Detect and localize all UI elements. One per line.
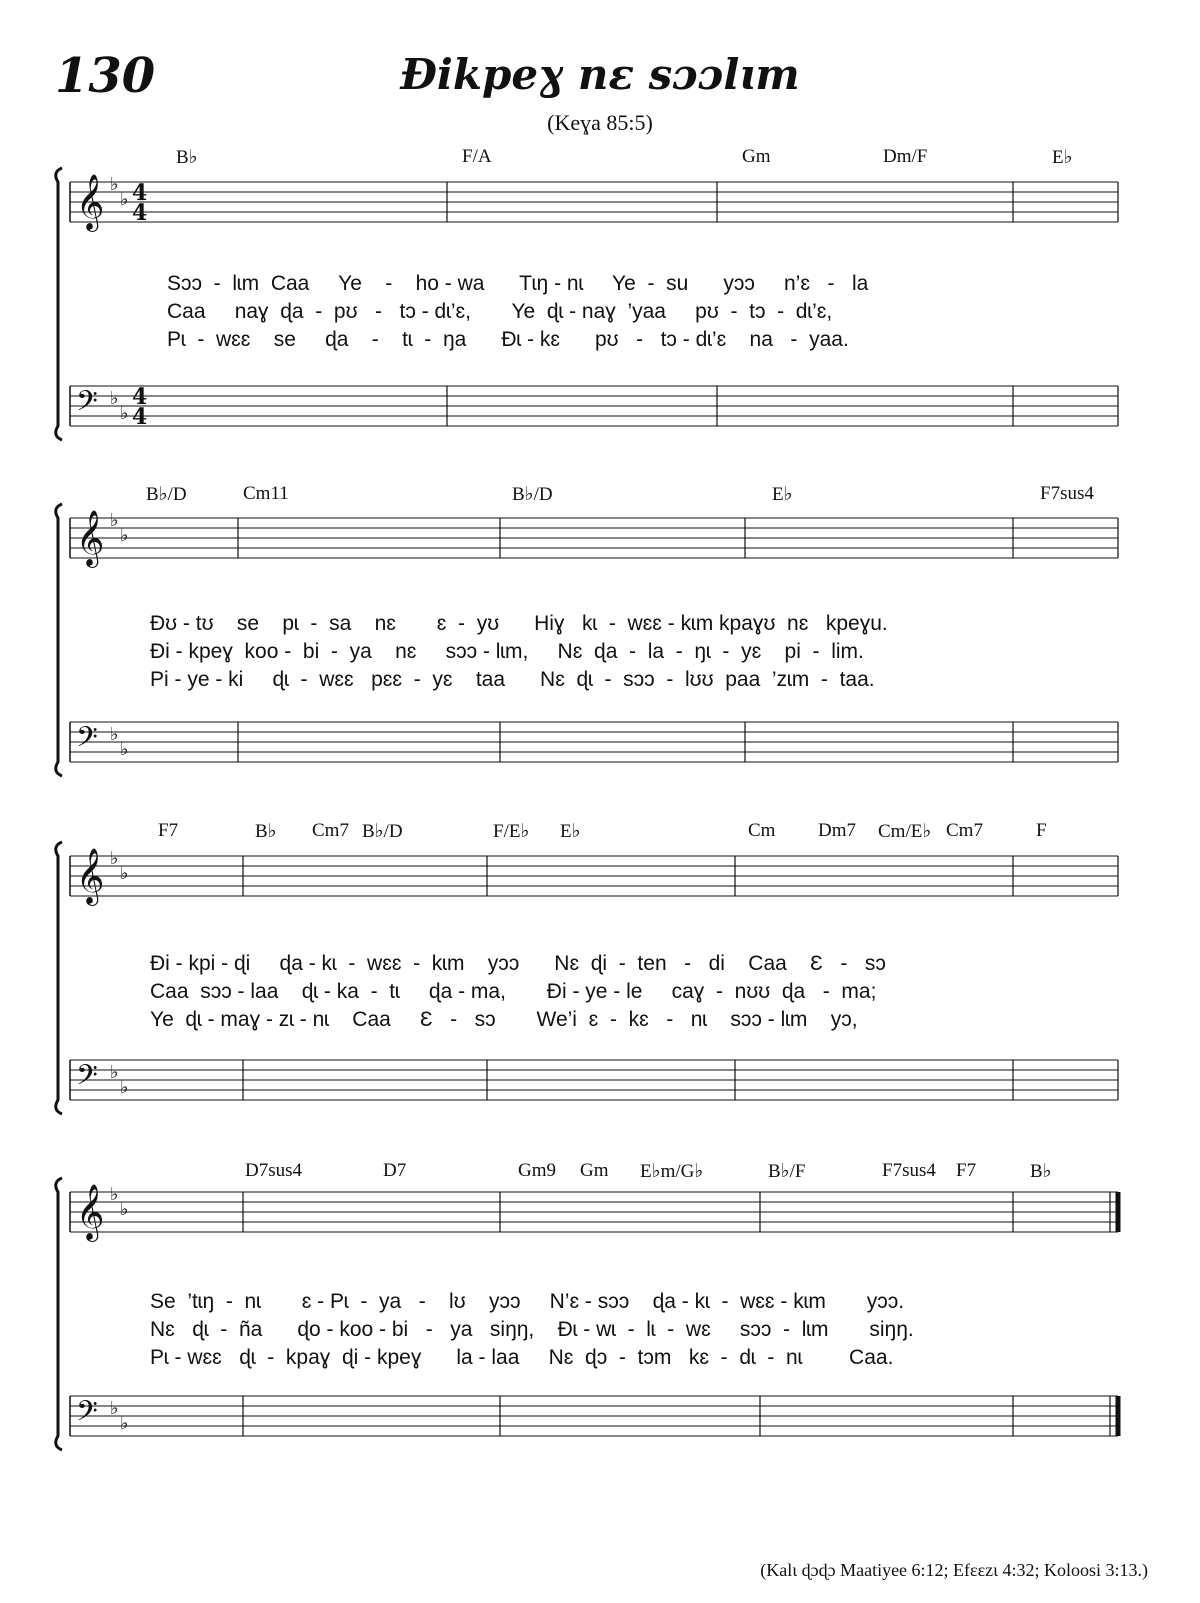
chord-symbol: F/E♭ xyxy=(493,821,530,842)
flat-icon: ♭ xyxy=(120,1077,129,1098)
treble-clef-icon: 𝄞 xyxy=(76,510,105,566)
chord-symbol: F7sus4 xyxy=(882,1160,936,1181)
chord-symbol: E♭ xyxy=(772,484,793,505)
chord-symbol: Gm9 xyxy=(518,1160,556,1181)
flat-icon: ♭ xyxy=(110,1398,119,1419)
flat-icon: ♭ xyxy=(120,189,129,210)
chord-symbol: B♭/F xyxy=(768,1161,806,1182)
chord-symbol: D7 xyxy=(383,1160,407,1181)
hymn-number: 130 xyxy=(55,48,156,104)
chord-symbol: F7sus4 xyxy=(1040,483,1094,504)
chord-symbol: E♭ xyxy=(560,821,581,842)
lyric-verse-1: Đi - kpi - ɖi ɖa - kɩ - wɛɛ - kɩm yɔɔ Nɛ ɖi - ten - di Caa Ɛ - sɔ xyxy=(150,952,886,975)
cross-references: (Kalɩ ɖɔɖɔ Maatiyee 6:12; Efɛɛzɩ 4:32; Koloosi 3:13.) xyxy=(760,1560,1148,1580)
lyric-verse-2: Caa naɣ ɖa - pʊ - tɔ - dɩ’ɛ, Ye ɖɩ - naɣ ’yaa pʊ - tɔ - dɩ’ɛ, xyxy=(167,300,833,323)
bass-clef-icon: 𝄢 xyxy=(76,385,98,425)
chord-symbol: F7 xyxy=(158,820,179,841)
flat-icon: ♭ xyxy=(120,1199,129,1220)
chord-symbol: F7 xyxy=(956,1160,977,1181)
flat-icon: ♭ xyxy=(120,739,129,760)
time-signature: 4 xyxy=(132,384,148,410)
lyric-verse-3: Ye ɖɩ - maɣ - zɩ - nɩ Caa Ɛ - sɔ We’i ɛ - kɛ - nɩ sɔɔ - lɩm yɔ, xyxy=(150,1008,858,1031)
treble-clef-icon: 𝄞 xyxy=(76,848,105,904)
flat-icon: ♭ xyxy=(110,724,119,745)
flat-icon: ♭ xyxy=(120,863,129,884)
scripture-reference: (Keɣa 85:5) xyxy=(547,110,653,135)
time-signature: 4 xyxy=(132,404,148,430)
flat-icon: ♭ xyxy=(110,174,119,195)
flat-icon: ♭ xyxy=(110,1062,119,1083)
chord-symbol: B♭ xyxy=(176,147,198,168)
chord-symbol: Gm xyxy=(742,146,771,167)
flat-icon: ♭ xyxy=(120,525,129,546)
chord-symbol: Cm/E♭ xyxy=(878,821,932,842)
flat-icon: ♭ xyxy=(120,1413,129,1434)
chord-symbol: B♭/D xyxy=(146,484,187,505)
bass-clef-icon: 𝄢 xyxy=(76,1395,98,1435)
system-bracket xyxy=(56,168,62,440)
chord-symbol: Cm7 xyxy=(312,820,349,841)
flat-icon: ♭ xyxy=(110,510,119,531)
lyric-verse-3: Pi - ye - ki ɖɩ - wɛɛ pɛɛ - yɛ taa Nɛ ɖɩ - sɔɔ - lʊʊ paa ’zɩm - taa. xyxy=(150,668,875,691)
time-signature: 4 xyxy=(132,180,148,206)
chord-symbol: D7sus4 xyxy=(245,1160,303,1181)
treble-clef-icon: 𝄞 xyxy=(76,1184,105,1240)
chord-symbol: B♭ xyxy=(255,821,277,842)
flat-icon: ♭ xyxy=(110,848,119,869)
bass-clef-icon: 𝄢 xyxy=(76,1059,98,1099)
lyric-verse-2: Nɛ ɖɩ - ña ɖo - koo - bi - ya siŋŋ, Đɩ - wɩ - lɩ - wɛ sɔɔ - lɩm siŋŋ. xyxy=(150,1318,914,1341)
chord-symbol: E♭m/G♭ xyxy=(640,1161,704,1182)
flat-icon: ♭ xyxy=(110,388,119,409)
chord-symbol: Cm xyxy=(748,820,776,841)
chord-symbol: F/A xyxy=(462,146,492,167)
lyric-verse-3: Pɩ - wɛɛ se ɖa - tɩ - ŋa Đɩ - kɛ pʊ - tɔ - dɩ’ɛ na - yaa. xyxy=(167,328,849,351)
hymn-title: Đikpeɣ nɛ sɔɔlɩm xyxy=(400,50,800,99)
chord-symbol: B♭/D xyxy=(362,821,403,842)
lyric-verse-2: Caa sɔɔ - laa ɖɩ - ka - tɩ ɖa - ma, Đi - ye - le caɣ - nʊʊ ɖa - ma; xyxy=(150,980,877,1003)
chord-symbol: Dm7 xyxy=(818,820,856,841)
chord-symbol: E♭ xyxy=(1052,147,1073,168)
lyric-verse-1: Sɔɔ - lɩm Caa Ye - ho - wa Tɩŋ - nɩ Ye - su yɔɔ n’ɛ - la xyxy=(167,272,869,295)
lyric-verse-2: Đi - kpeɣ koo - bi - ya nɛ sɔɔ - lɩm, Nɛ ɖa - la - ŋɩ - yɛ pi - lim. xyxy=(150,640,864,663)
chord-symbol: Cm11 xyxy=(243,483,289,504)
lyric-verse-3: Pɩ - wɛɛ ɖɩ - kpaɣ ɖi - kpeɣ la - laa Nɛ ɖɔ - tɔm kɛ - dɩ - nɩ Caa. xyxy=(150,1346,894,1369)
chord-symbol: Gm xyxy=(580,1160,609,1181)
system-bracket xyxy=(56,842,62,1114)
treble-clef-icon: 𝄞 xyxy=(76,174,105,230)
flat-icon: ♭ xyxy=(120,403,129,424)
flat-icon: ♭ xyxy=(110,1184,119,1205)
chord-symbol: Dm/F xyxy=(883,146,928,167)
system-bracket xyxy=(56,504,62,776)
bass-clef-icon: 𝄢 xyxy=(76,721,98,761)
chord-symbol: B♭ xyxy=(1030,1161,1052,1182)
lyric-verse-1: Se ’tɩŋ - nɩ ɛ - Pɩ - ya - lʊ yɔɔ N’ɛ - sɔɔ ɖa - kɩ - wɛɛ - kɩm yɔɔ. xyxy=(150,1290,905,1313)
chord-symbol: B♭/D xyxy=(512,484,553,505)
time-signature: 4 xyxy=(132,200,148,226)
chord-symbol: F xyxy=(1036,820,1047,841)
system-bracket xyxy=(56,1178,62,1450)
lyric-verse-1: Đʊ - tʊ se pɩ - sa nɛ ɛ - yʊ Hiɣ kɩ - wɛɛ - kɩm kpaɣʊ nɛ kpeɣu. xyxy=(150,612,888,635)
chord-symbol: Cm7 xyxy=(946,820,983,841)
